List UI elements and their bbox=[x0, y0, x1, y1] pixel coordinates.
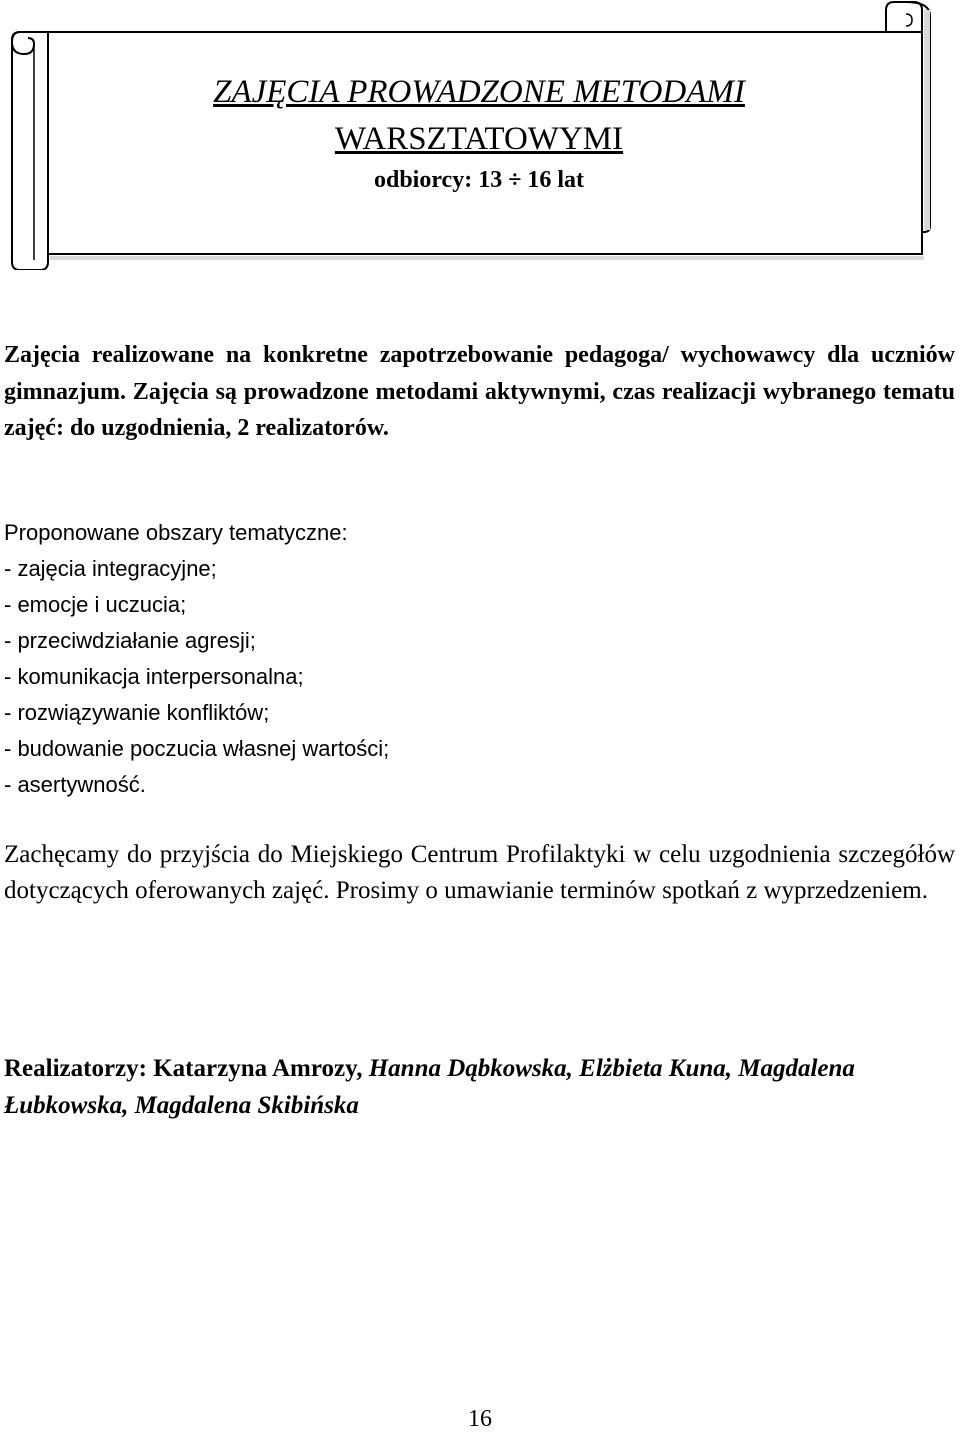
authors-label: Realizatorzy: bbox=[4, 1055, 154, 1082]
banner-title-line-2: WARSZTATOWYMI bbox=[334, 121, 624, 157]
topic-item: - budowanie poczucia własnej wartości; bbox=[4, 736, 390, 761]
banner-title-line-1: ZAJĘCIA PROWADZONE METODAMI bbox=[213, 74, 745, 110]
authors-rest: Hanna Dąbkowska, Elżbieta Kuna, Magdalena Łubkowska, Magdalena Skibińska bbox=[4, 1055, 855, 1119]
topic-item: - rozwiązywanie konfliktów; bbox=[4, 700, 270, 725]
intro-paragraph: Zajęcia realizowane na konkretne zapotrzebowanie pedagoga/ wychowawcy dla uczniów gimnazjum. Zajęcia są prowadzone metodami aktywnymi, czas realizacji wybranego tematu zajęć: do uzgodnienia, 2 realizatorów. bbox=[4, 342, 955, 441]
scroll-banner bbox=[0, 0, 960, 270]
topics-heading: Proponowane obszary tematyczne: bbox=[4, 520, 348, 545]
topic-item: - emocje i uczucia; bbox=[4, 592, 187, 617]
authors-line bbox=[4, 1050, 944, 1124]
topic-item: - przeciwdziałanie agresji; bbox=[4, 628, 256, 653]
topics-section bbox=[4, 515, 944, 803]
page-number: 16 bbox=[468, 1406, 492, 1432]
topic-item: - komunikacja interpersonalna; bbox=[4, 664, 304, 689]
topic-item: - asertywność. bbox=[4, 772, 146, 797]
banner-subtitle: odbiorcy: 13 ÷ 16 lat bbox=[373, 167, 585, 193]
authors-first: Katarzyna Amrozy, bbox=[153, 1055, 369, 1082]
topic-item: - zajęcia integracyjne; bbox=[4, 556, 217, 581]
invite-paragraph: Zachęcamy do przyjścia do Miejskiego Centrum Profilaktyki w celu uzgodnienia szczegółów dotyczących oferowanych zajęć. Prosimy o umawianie terminów spotkań z wyprzedzeniem. bbox=[4, 841, 955, 904]
